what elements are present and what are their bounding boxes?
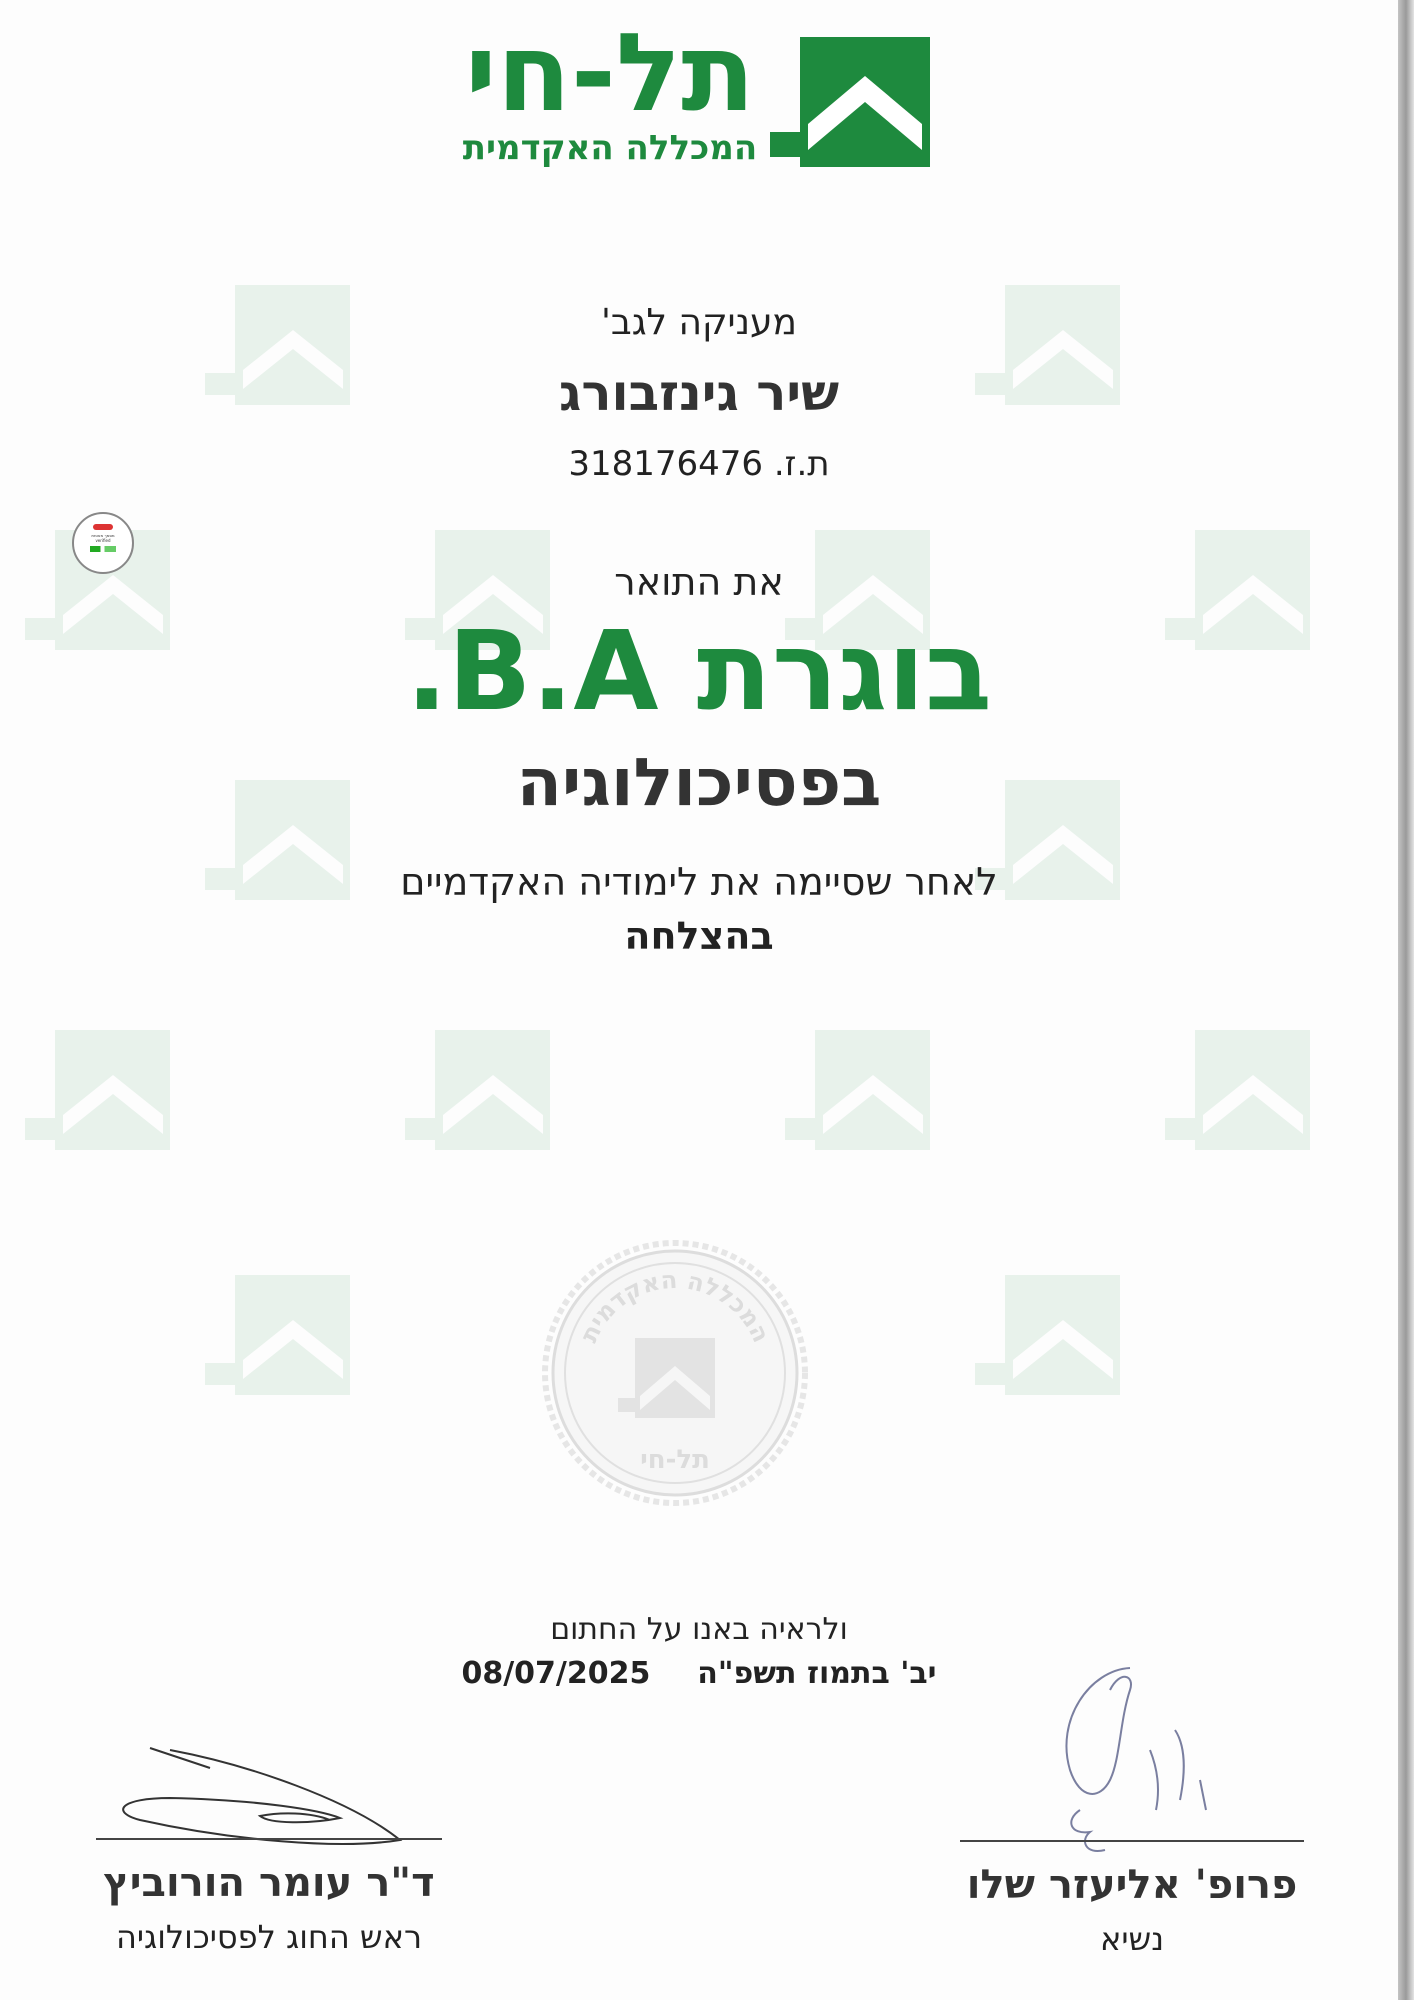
recipient-id: ת.ז. 318176476 — [568, 444, 830, 484]
watermark-house-icon — [975, 1275, 1120, 1395]
house-logo-icon — [770, 32, 930, 172]
seal-name: תל-חי — [640, 1445, 710, 1475]
badge-line-1: מסמך מאומת — [91, 533, 115, 538]
degree-title: בוגרת B.A. — [405, 607, 993, 735]
watermark-house-icon — [25, 1030, 170, 1150]
gregorian-date: 08/07/2025 — [461, 1656, 651, 1691]
right-signatory-name: פרופ' אליעזר שלו — [966, 1862, 1298, 1908]
watermark-house-icon — [405, 1030, 550, 1150]
logo-subtitle: המכללה האקדמית — [462, 128, 758, 168]
embossed-seal — [540, 1238, 810, 1508]
logo-wordmark — [460, 10, 760, 130]
watermark-house-icon — [785, 1030, 930, 1150]
logo-name: תל-חי — [465, 11, 755, 130]
watermark-house-icon — [1165, 1030, 1310, 1150]
witness-line: ולראיה באנו על החתום — [550, 1612, 848, 1647]
left-signature — [110, 1740, 410, 1860]
left-signatory-role: ראש החוג לפסיכולוגיה — [115, 1918, 423, 1956]
hebrew-date: יב' בתמוז תשפ"ה — [697, 1656, 937, 1691]
right-signatory-role: נשיא — [1099, 1920, 1165, 1958]
seal-label: המכללה האקדמית — [574, 1265, 776, 1347]
degree-intro: את התואר — [614, 560, 784, 604]
paper-edge — [1398, 0, 1414, 2000]
completion-line-1: לאחר שסיימה את לימודיה האקדמיים — [400, 860, 998, 904]
right-signature — [1010, 1660, 1230, 1860]
right-signature-line — [960, 1840, 1304, 1842]
granted-to-label: מעניקה לגב' — [601, 302, 797, 343]
watermark-house-icon — [205, 1275, 350, 1395]
left-signatory-name: ד"ר עומר הורוביץ — [103, 1860, 435, 1906]
degree-field: בפסיכולוגיה — [516, 744, 882, 821]
recipient-name: שיר גינזבורג — [559, 364, 839, 422]
badge-line-2: verified — [95, 538, 111, 543]
completion-line-2: בהצלחה — [624, 914, 774, 958]
left-signature-line — [96, 1838, 442, 1840]
